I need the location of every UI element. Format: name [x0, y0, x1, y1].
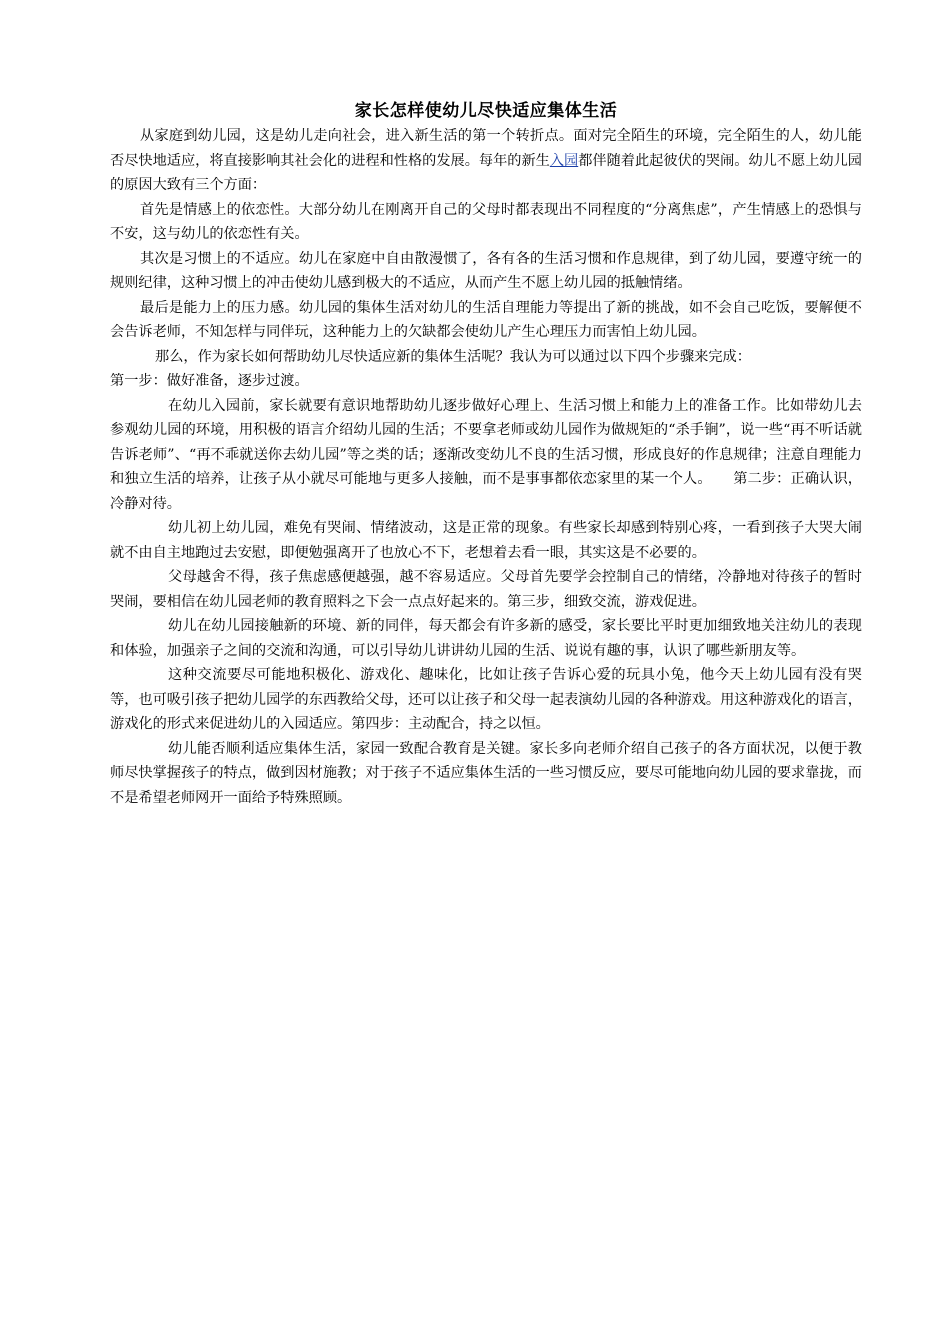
paragraph-emotional-dependence: 首先是情感上的依恋性。大部分幼儿在刚离开自己的父母时都表现出不同程度的“分离焦虑”，产生情感上的恐惧与不安，这与幼儿的依恋性有关。 [110, 201, 862, 242]
document-title: 家长怎样使幼儿尽快适应集体生活 [354, 101, 618, 121]
paragraph-step-three-a: 幼儿在幼儿园接触新的环境、新的同伴，每天都会有许多新的感受，家长要比平时更加细致地关注幼儿的表现和体验，加强亲子之间的交流和沟通，可以引导幼儿讲讲幼儿园的生活、说说有趣的事，认识了哪些新朋友等。 [110, 618, 862, 659]
paragraph-intro-text-a: 从家庭到幼儿园，这是幼儿走向社会，进入新生活的第一个转折点。面对完全陌生的环境，完全陌生的人，幼儿能否尽快地适应，将直接影响其社会化的进程和性格的发展。每年的新生 [110, 128, 862, 169]
ruyuan-link[interactable]: 入园 [549, 152, 579, 169]
paragraph-step-four: 幼儿能否顺利适应集体生活，家园一致配合教育是关键。家长多向老师介绍自己孩子的各方面状况，以便于教师尽快掌握孩子的特点，做到因材施教；对于孩子不适应集体生活的一些习惯反应，要尽可能地向幼儿园的要求靠拢，而不是希望老师网开一面给予特殊照顾。 [110, 740, 862, 806]
document-page [110, 98, 862, 810]
paragraph-step-two-a: 幼儿初上幼儿园，难免有哭闹、情绪波动，这是正常的现象。有些家长却感到特别心疼，一看到孩子大哭大闹就不由自主地跑过去安慰，即便勉强离开了也放心不下，老想着去看一眼，其实这是不必要的。 [110, 520, 862, 561]
paragraph-question: 那么，作为家长如何帮助幼儿尽快适应新的集体生活呢？我认为可以通过以下四个步骤来完成： [155, 348, 751, 365]
paragraph-habit-maladjustment: 其次是习惯上的不适应。幼儿在家庭中自由散漫惯了，各有各的生活习惯和作息规律，到了幼儿园，要遵守统一的规则纪律，这种习惯上的冲击使幼儿感到极大的不适应，从而产生不愿上幼儿园的抵触情绪。 [110, 250, 862, 291]
paragraph-intro [110, 124, 862, 198]
paragraph-intro-text-b: 都伴随着此起彼伏的哭闹。幼儿不愿上幼儿园的原因大致有三个方面： [110, 152, 862, 193]
paragraph-step-three-b: 这种交流要尽可能地积极化、游戏化、趣味化，比如让孩子告诉心爱的玩具小兔，他今天上幼儿园有没有哭等，也可吸引孩子把幼儿园学的东西教给父母，还可以让孩子和父母一起表演幼儿园的各种游戏。用这种游戏化的语言，游戏化的形式来促进幼儿的入园适应。第四步：主动配合，持之以恒。 [110, 667, 862, 732]
paragraph-step-one: 在幼儿入园前，家长就要有意识地帮助幼儿逐步做好心理上、生活习惯上和能力上的准备工作。比如带幼儿去参观幼儿园的环境，用积极的语言介绍幼儿园的生活；不要拿老师或幼儿园作为做规矩的“杀手锏”，说一些“再不听话就告诉老师”、“再不乖就送你去幼儿园”等之类的话；逐渐改变幼儿不良的生活习惯，形成良好的作息规律；注意自理能力和独立生活的培养，让孩子从小就尽可能地与更多人接触，而不是事事都依恋家里的某一个人。 第二步：正确认识，冷静对待。 [110, 397, 862, 512]
paragraph-ability-pressure: 最后是能力上的压力感。幼儿园的集体生活对幼儿的生活自理能力等提出了新的挑战，如不会自己吃饭，要解便不会告诉老师，不知怎样与同伴玩，这种能力上的欠缺都会使幼儿产生心理压力而害怕上幼儿园。 [110, 299, 862, 340]
step-one-heading: 第一步：做好准备，逐步过渡。 [110, 373, 309, 389]
paragraph-step-two-b: 父母越舍不得，孩子焦虑感便越强，越不容易适应。父母首先要学会控制自己的情绪，冷静地对待孩子的暂时哭闹，要相信在幼儿园老师的教育照料之下会一点点好起来的。第三步，细致交流，游戏促进。 [110, 569, 862, 610]
